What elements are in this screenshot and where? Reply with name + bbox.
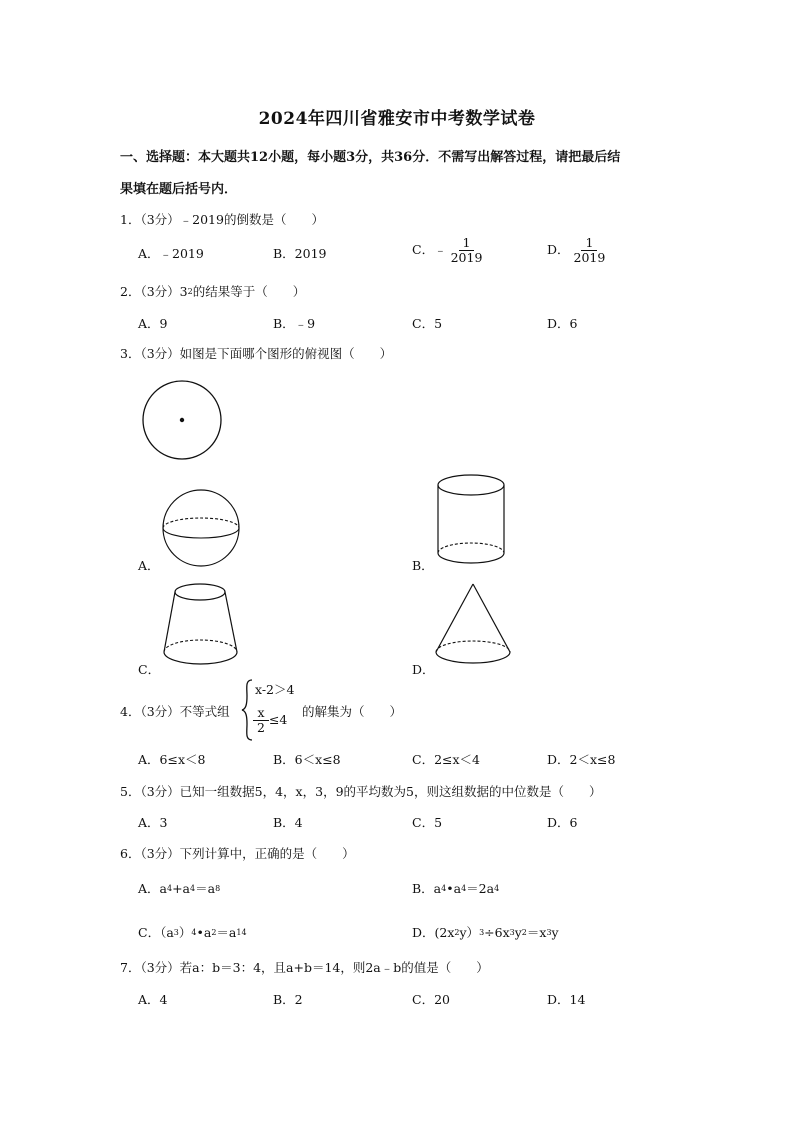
q6-c-e3: 2 (211, 928, 217, 937)
q1-option-d (547, 236, 609, 265)
q6-option-c (138, 923, 247, 941)
q4-frac-den: 2 (257, 720, 265, 735)
q6-d-p6: y (551, 925, 559, 940)
q2-stem-pre: 2．（3分）3 (120, 284, 188, 299)
q7-option-a: A．4 (138, 992, 168, 1007)
q1-c-sign: ﹣ (434, 242, 447, 257)
q6-d-e4: 2 (521, 928, 527, 937)
question-5-stem: 5．（3分）已知一组数据5，4，x，3，9的平均数为5，则这组数据的中位数是（ ） (120, 784, 602, 799)
question-4-stem-post: 的解集为（ ） (302, 704, 403, 719)
question-3-stem: 3．（3分）如图是下面哪个图形的俯视图（ ） (120, 346, 393, 361)
q5-option-b: B．4 (273, 815, 303, 830)
q3-option-a: A． (138, 558, 160, 573)
q4-fraction (253, 706, 269, 735)
question-1-stem: 1．（3分）﹣2019的倒数是（ ） (120, 212, 324, 227)
q1-c-fraction (447, 236, 487, 265)
q1-d-denominator: 2019 (573, 250, 606, 265)
q6-option-a (138, 879, 220, 897)
q3-option-b: B． (412, 558, 434, 573)
q6-b-e2: 4 (461, 884, 467, 893)
q4-inequality-2 (253, 706, 287, 735)
q5-option-c: C．5 (412, 815, 443, 830)
q1-c-numerator: 1 (459, 236, 475, 251)
q6-option-b (412, 879, 499, 897)
q6-a-e1: 4 (166, 884, 173, 893)
q6-c-e1: 3 (173, 928, 179, 937)
q3-option-c: C． (138, 662, 161, 677)
q4-option-a: A．6≤x＜8 (138, 752, 206, 767)
q1-option-a: A．﹣2019 (138, 246, 204, 261)
q4-option-c: C．2≤x＜4 (412, 752, 480, 767)
section-heading-cont: 果填在题后括号内． (120, 182, 238, 197)
q6-a-e2: 4 (190, 884, 196, 893)
question-7-stem: 7．（3分）若a：b＝3：4，且a+b＝14，则2a﹣b的值是（ ） (120, 960, 489, 975)
q1-c-denominator: 2019 (450, 250, 483, 265)
q7-option-d: D．14 (547, 992, 586, 1007)
q6-b-p1: B．a (412, 881, 442, 896)
q3-cylinder-figure (432, 472, 512, 572)
q3-sphere-figure (158, 488, 244, 572)
q3-frustum-figure (158, 578, 246, 674)
question-2-stem (120, 282, 305, 300)
q1-d-fraction (570, 236, 610, 265)
q4-inequality-1: x-2＞4 (255, 682, 295, 697)
q2-option-b: B．﹣9 (273, 316, 316, 331)
q6-d-p3: ÷6x (484, 925, 510, 940)
q7-option-c: C．20 (412, 992, 450, 1007)
q6-c-p3: •a (196, 925, 212, 940)
q6-b-p2: •a (446, 881, 462, 896)
q6-c-e4: 14 (236, 928, 247, 937)
page-title: 2024年四川省雅安市中考数学试卷 (258, 109, 536, 129)
q1-d-numerator: 1 (581, 236, 597, 251)
q7-option-b: B．2 (273, 992, 303, 1007)
q6-option-d (412, 923, 559, 941)
q1-option-b: B．2019 (273, 246, 327, 261)
q6-a-e3: 8 (215, 884, 221, 893)
q6-d-e5: 3 (546, 928, 552, 937)
q6-a-p3: ＝a (195, 881, 216, 896)
q6-a-p2: +a (172, 881, 191, 896)
q6-d-e2: 3 (479, 928, 485, 937)
q4-ineq2-rest: ≤4 (268, 712, 288, 727)
q6-d-p2: y） (459, 925, 480, 940)
q6-c-p1: C．（a (138, 925, 174, 940)
q1-option-c (412, 236, 486, 265)
q4-system-brace (240, 678, 254, 742)
section-heading: 一、选择题：本大题共12小题，每小题3分，共36分．不需写出解答过程，请把最后结 (120, 150, 621, 165)
q6-d-e1: 2 (454, 928, 460, 937)
q1-d-label: D． (547, 242, 570, 257)
q2-option-c: C．5 (412, 316, 443, 331)
q5-option-a: A．3 (138, 815, 168, 830)
q1-c-label: C． (412, 242, 435, 257)
q6-d-e3: 3 (509, 928, 515, 937)
q4-option-d: D．2＜x≤8 (547, 752, 616, 767)
q6-a-p1: A．a (138, 881, 167, 896)
q2-option-d: D．6 (547, 316, 578, 331)
question-4-stem-pre: 4．（3分）不等式组 (120, 704, 230, 719)
q2-option-a: A．9 (138, 316, 168, 331)
q6-b-p3: ＝2a (466, 881, 495, 896)
q2-stem-post: 的结果等于（ ） (192, 284, 306, 299)
q6-b-e1: 4 (441, 884, 447, 893)
q6-d-p1: D．(2x (412, 925, 455, 940)
q4-option-b: B．6＜x≤8 (273, 752, 341, 767)
q6-d-p5: ＝x (526, 925, 547, 940)
q6-d-p4: y (514, 925, 522, 940)
q3-option-d: D． (412, 662, 435, 677)
q6-c-p4: ＝a (216, 925, 237, 940)
q2-exponent: 2 (187, 287, 193, 296)
q6-b-e3: 4 (494, 884, 500, 893)
question-6-stem: 6．（3分）下列计算中，正确的是（ ） (120, 846, 355, 861)
q3-top-view-figure (138, 378, 226, 466)
q5-option-d: D．6 (547, 815, 578, 830)
q6-c-p2: ） (178, 925, 192, 940)
q4-frac-num: x (253, 706, 268, 721)
q3-cone-figure (430, 580, 516, 674)
q6-c-e2: 4 (191, 928, 197, 937)
